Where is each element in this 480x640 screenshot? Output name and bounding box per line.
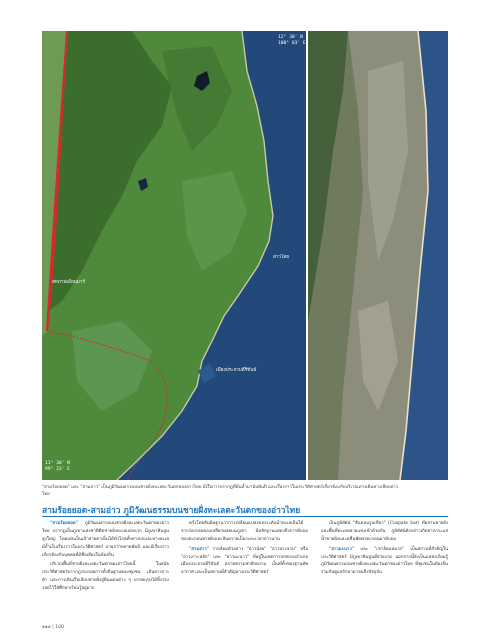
- highlight-term: "สามอ่าว": [189, 546, 209, 552]
- coordinate-bottom-left: 11° 30' N 99° 23' E: [45, 461, 70, 472]
- highlight-term: "สามร้อยยอด": [50, 521, 78, 526]
- paragraph: [321, 520, 448, 544]
- paragraph: [181, 546, 308, 578]
- satellite-map-main: [42, 31, 306, 480]
- highlight-term: "อ่าวมะนาว": [329, 546, 355, 552]
- label-myanmar: สหภาพเมียนมาร์: [52, 280, 85, 285]
- paragraph-text: ครั้งโดยสันนิษฐานว่าการเปลี่ยนแปลงของระดับน้ำทะเลเห็นได้จากร่องรอยของเปลือกหอยบนภูเขา มีหลักฐานแสดงถึงการทับถมของตะกอนชายฝั่งและสันทรายเป็นระยะเวลายาวนาน: [181, 521, 308, 542]
- paragraph: [181, 520, 308, 544]
- paragraph-text: รายล้อมด้วยอ่าว "อ่าวน้อย" "อ่าวประจวบ" หรือ "อ่าวเกาะหลัก" และ "อ่าวมะนาว" ที่อยู่ในเขตการปกครองอำเภอเมืองประจวบคีรีขันธ์ สภาพธรรมชาติงดงาม เป็นที่ตั้งของฐานทัพอากาศ และเป็นสถานที่สำคัญทางประวัติศาสตร์: [181, 546, 308, 576]
- paragraph: [321, 546, 448, 578]
- section-rule: [42, 516, 448, 517]
- label-prachuap-city: เมืองประจวบคีรีขันธ์: [216, 368, 257, 373]
- section-title: สามร้อยยอด-สามอ่าว ภูมิวัฒนธรรมบนชายฝั่งทะเลตะวันตกของอ่าวไทย: [42, 505, 301, 515]
- satellite-map-inset: [308, 31, 448, 480]
- figure-caption: "สามร้อยยอด" และ "สามอ่าว" เป็นภูมิวัฒนธรรมบนชายฝั่งทะเลตะวันตกของอ่าวไทย มีเรือการปรากฏที่มีนล้ำมานับพันปี และเรื่องราวในประวัติศาสตร์เกี่ยวข้องกับบริเวณทางเดินทางเลียบอ่าวไทย: [42, 485, 399, 497]
- map-graphic: [42, 31, 306, 480]
- coordinate-top-right: 12° 30' N 100° 03' E: [278, 35, 306, 46]
- label-gulf-of-thailand: อ่าวไทย: [273, 255, 289, 260]
- paragraph: [42, 520, 169, 559]
- text-column-2: [181, 520, 308, 624]
- page-number: ๑๑๑ | 100: [42, 625, 64, 630]
- text-column-3: [321, 520, 448, 624]
- text-column-1: [42, 520, 169, 624]
- paragraph: [42, 561, 169, 593]
- paragraph-text: บริเวณพื้นที่ชายฝั่งทะเลตะวันตกของอ่าวไทยนี้ ในสมัยประวัติศาสตร์ปรากฏร่องรอยการตั้งถิ่นฐานของชุมชน เส้นทางการค้า และการเดินเรือเลียบชายฝั่งสู่ดินแดนต่าง ๆ บรรพบุรุษได้ทิ้งร่องรอยไว้ให้ศึกษาเรียนรู้อยู่มาก: [42, 562, 169, 592]
- paragraph-text: ภูมิวัฒนธรรมบนชายฝั่งทะเลตะวันตกของอ่าวไทย ปรากฏเป็นภูเขาแห่งชาติติดชายฝั่งทะเลแห่งแรก มีภูเขาหินปูนสูงใหญ่ โดดเด่นเป็นเป้าสายตาเห็นได้ทั่วไกลทั้งทางบกและทางทะเล มีถ้ำเก็บเรื่องราวในประวัติศาสตร์ อายุกว่าหลายพันปี และมีเรื่องราวเกี่ยวข้องกับบุคคลที่มีชื่อเสียงในท้องถิ่น: [42, 521, 169, 558]
- inset-graphic: [308, 31, 448, 480]
- paragraph-text: และ "เขาล้อมหมวก" เป็นสถานที่สำคัญในประวัติศาสตร์ มีภูเขาหินปูนที่สวยงาม นอกจากนี้ยังเป็นแหล่งเรียนรู้ภูมิวัฒนธรรมบนชายฝั่งทะเลตะวันตกของอ่าวไทย ที่ชุมชนในท้องถิ่นร่วมกันดูแลรักษามาจนถึงปัจจุบัน: [321, 546, 448, 576]
- paragraph-text: เป็นภูมิทัศน์ "สันดอนรูปเขี้ยว" (Cuspate bar) ที่ผสานชายฝั่งและพื้นที่ทะเลหลายแห่งเข้าด้วยกัน ภูมิทัศน์ดังกล่าวเกิดจากกระแสน้ำชายฝั่งและคลื่นพัดพาตะกอนมาทับถม: [321, 521, 448, 542]
